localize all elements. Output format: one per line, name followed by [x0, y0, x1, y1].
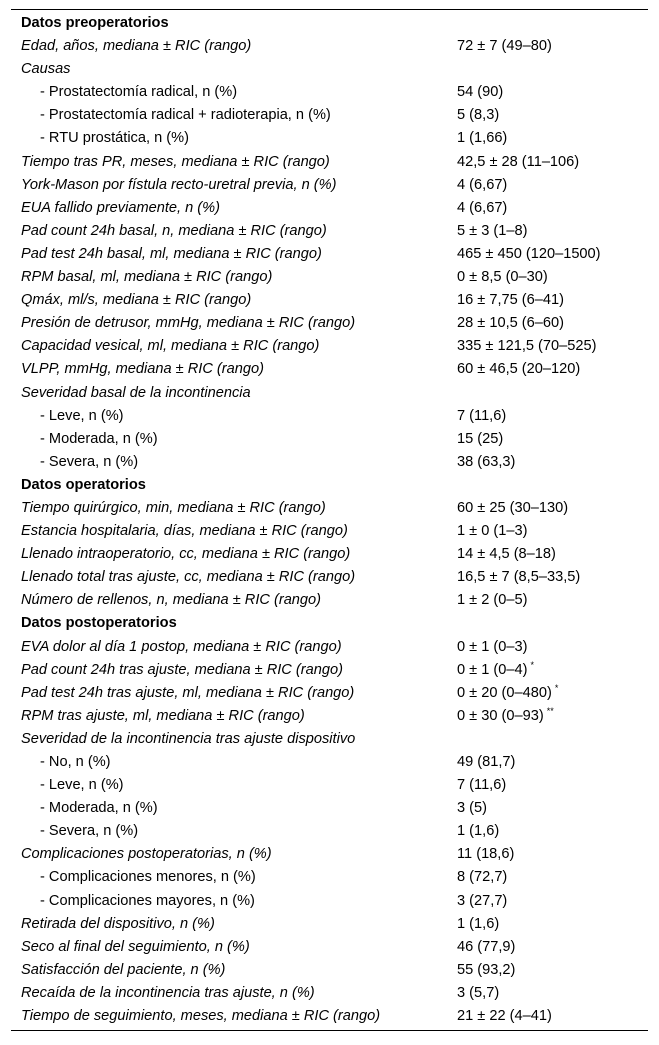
section-header-row — [11, 12, 648, 35]
row-value-cell — [457, 959, 515, 982]
row-value-cell — [457, 428, 503, 451]
row-value-cell — [457, 936, 515, 959]
row-label: - Leve, n (%) — [40, 407, 124, 424]
table-row — [11, 451, 648, 474]
row-value: 16,5 ± 7 (8,5–33,5) — [457, 569, 581, 586]
row-label: - Prostatectomía radical + radioterapia, n (%) — [40, 107, 331, 124]
row-label: Pad test 24h tras ajuste, ml, mediana ± RIC (rango) — [21, 684, 355, 701]
row-value-cell — [457, 774, 506, 797]
footnote-mark: * — [530, 659, 534, 670]
table-row — [11, 312, 648, 335]
table-row — [11, 913, 648, 936]
table-row — [11, 266, 648, 289]
row-value: 0 ± 1 (0–3) — [457, 638, 528, 655]
row-label: Edad, años, mediana ± RIC (rango) — [21, 38, 252, 55]
table-row — [11, 58, 648, 81]
row-value-cell — [457, 589, 527, 612]
row-label: Capacidad vesical, ml, mediana ± RIC (rango) — [21, 338, 320, 355]
section-header-row — [11, 612, 648, 635]
table-row — [11, 197, 648, 220]
table-row — [11, 566, 648, 589]
table-row — [11, 35, 648, 58]
row-value: 54 (90) — [457, 84, 504, 101]
row-label: - Complicaciones mayores, n (%) — [40, 892, 255, 909]
results-table — [11, 9, 648, 1031]
table-row — [11, 890, 648, 913]
table-row — [11, 497, 648, 520]
table-row — [11, 982, 648, 1005]
row-label: Seco al final del seguimiento, n (%) — [21, 938, 250, 955]
row-label: - Moderada, n (%) — [40, 430, 158, 447]
row-value-cell — [457, 543, 556, 566]
row-value-cell — [457, 451, 515, 474]
table-row — [11, 543, 648, 566]
row-value: 3 (27,7) — [457, 892, 508, 909]
row-label: Severidad basal de la incontinencia — [21, 384, 251, 401]
table-row — [11, 358, 648, 381]
row-label: Llenado intraoperatorio, cc, mediana ± RIC (rango) — [21, 546, 351, 563]
row-value: 5 (8,3) — [457, 107, 500, 124]
table-row — [11, 1005, 648, 1028]
row-value: 8 (72,7) — [457, 869, 508, 886]
row-value-cell — [457, 982, 499, 1005]
row-value-cell — [457, 312, 564, 335]
row-label: - Moderada, n (%) — [40, 800, 158, 817]
row-label: - Prostatectomía radical, n (%) — [40, 84, 238, 101]
table-row — [11, 335, 648, 358]
row-value: 0 ± 20 (0–480) — [457, 684, 552, 701]
row-label: York-Mason por fístula recto-uretral previa, n (%) — [21, 176, 337, 193]
row-value-cell — [457, 682, 558, 705]
row-label: Satisfacción del paciente, n (%) — [21, 961, 226, 978]
row-label: - Complicaciones menores, n (%) — [40, 869, 256, 886]
row-value: 1 (1,66) — [457, 130, 508, 147]
row-value: 1 ± 2 (0–5) — [457, 592, 528, 609]
row-value: 21 ± 22 (4–41) — [457, 1008, 552, 1025]
row-value-cell — [457, 890, 507, 913]
row-value-cell — [457, 243, 601, 266]
row-label: EUA fallido previamente, n (%) — [21, 199, 220, 216]
row-value-cell — [457, 705, 554, 728]
row-value-cell — [457, 820, 499, 843]
row-value-cell — [457, 1005, 552, 1028]
table-row — [11, 820, 648, 843]
section-title: Datos postoperatorios — [21, 615, 177, 632]
row-value-cell — [457, 520, 527, 543]
row-value-cell — [457, 566, 580, 589]
row-label: - Severa, n (%) — [40, 823, 139, 840]
row-value-cell — [457, 659, 534, 682]
row-value: 46 (77,9) — [457, 938, 516, 955]
table-row — [11, 936, 648, 959]
row-value-cell — [457, 636, 527, 659]
row-label: - No, n (%) — [40, 754, 111, 770]
row-label: - Severa, n (%) — [40, 453, 139, 470]
row-label: Retirada del dispositivo, n (%) — [21, 915, 215, 932]
row-label: RPM tras ajuste, ml, mediana ± RIC (rango) — [21, 707, 305, 724]
row-value: 11 (18,6) — [457, 846, 515, 863]
table-row — [11, 243, 648, 266]
row-label: RPM basal, ml, mediana ± RIC (rango) — [21, 269, 273, 286]
row-value: 5 ± 3 (1–8) — [457, 222, 528, 239]
row-label: Qmáx, ml/s, mediana ± RIC (rango) — [21, 292, 252, 309]
row-value: 55 (93,2) — [457, 961, 516, 978]
table-row — [11, 289, 648, 312]
table-row — [11, 866, 648, 889]
table-row — [11, 174, 648, 197]
row-value: 1 (1,6) — [457, 823, 500, 840]
row-label: Tiempo quirúrgico, min, mediana ± RIC (rango) — [21, 499, 326, 516]
row-value: 15 (25) — [457, 430, 504, 447]
row-value: 60 ± 46,5 (20–120) — [457, 361, 581, 378]
table-row — [11, 104, 648, 127]
row-value: 42,5 ± 28 (11–106) — [457, 153, 580, 170]
row-value-cell — [457, 220, 527, 243]
row-value: 465 ± 450 (120–1500) — [457, 245, 601, 262]
row-label: Complicaciones postoperatorias, n (%) — [21, 846, 272, 863]
table-row — [11, 705, 648, 728]
row-value: 1 (1,6) — [457, 915, 500, 932]
row-label: Llenado total tras ajuste, cc, mediana ± RIC (rango) — [21, 569, 356, 586]
section-header-row — [11, 474, 648, 497]
row-value: 3 (5,7) — [457, 984, 500, 1001]
row-value-cell — [457, 81, 503, 104]
row-label: Tiempo tras PR, meses, mediana ± RIC (rango) — [21, 153, 330, 170]
row-label: - RTU prostática, n (%) — [40, 130, 189, 147]
row-label: Número de rellenos, n, mediana ± RIC (rango) — [21, 592, 322, 609]
table-row — [11, 127, 648, 150]
row-value: 49 (81,7) — [457, 754, 516, 770]
row-value-cell — [457, 35, 552, 58]
row-value-cell — [457, 843, 514, 866]
row-value: 14 ± 4,5 (8–18) — [457, 546, 556, 563]
row-value: 60 ± 25 (30–130) — [457, 499, 569, 516]
row-value-cell — [457, 197, 507, 220]
row-value-cell — [457, 335, 596, 358]
row-value: 1 ± 0 (1–3) — [457, 523, 528, 540]
row-value: 0 ± 8,5 (0–30) — [457, 269, 548, 286]
table-row — [11, 220, 648, 243]
row-value: 0 ± 1 (0–4) — [457, 661, 528, 678]
table-row — [11, 751, 648, 774]
row-value: 7 (11,6) — [457, 407, 507, 424]
row-value-cell — [457, 174, 507, 197]
row-label: Recaída de la incontinencia tras ajuste, n (%) — [21, 984, 315, 1001]
row-label: EVA dolor al día 1 postop, mediana ± RIC (rango) — [21, 638, 342, 655]
footnote-mark: ** — [546, 705, 554, 716]
table-row — [11, 382, 648, 405]
table-row — [11, 589, 648, 612]
row-value: 7 (11,6) — [457, 777, 507, 794]
row-value-cell — [457, 866, 507, 889]
table-row — [11, 959, 648, 982]
row-label: Pad count 24h basal, n, mediana ± RIC (rango) — [21, 222, 327, 239]
row-value: 72 ± 7 (49–80) — [457, 38, 552, 55]
row-value-cell — [457, 104, 499, 127]
row-value: 38 (63,3) — [457, 453, 516, 470]
row-label: - Leve, n (%) — [40, 777, 124, 794]
row-value: 335 ± 121,5 (70–525) — [457, 338, 597, 355]
row-label: Pad test 24h basal, ml, mediana ± RIC (rango) — [21, 245, 322, 262]
table-row — [11, 659, 648, 682]
table-row — [11, 774, 648, 797]
row-value: 4 (6,67) — [457, 176, 508, 193]
row-value: 16 ± 7,75 (6–41) — [457, 292, 564, 309]
section-title: Datos operatorios — [21, 476, 146, 493]
row-value: 3 (5) — [457, 800, 488, 817]
table-row — [11, 728, 648, 751]
row-label: VLPP, mmHg, mediana ± RIC (rango) — [21, 361, 264, 378]
table-row — [11, 797, 648, 820]
row-value: 28 ± 10,5 (6–60) — [457, 315, 564, 332]
section-title: Datos preoperatorios — [21, 15, 169, 31]
table-row — [11, 428, 648, 451]
row-value-cell — [457, 151, 579, 174]
row-label: Estancia hospitalaria, días, mediana ± RIC (rango) — [21, 523, 348, 540]
row-value-cell — [457, 497, 568, 520]
row-label: Causas — [21, 61, 71, 78]
table-row — [11, 151, 648, 174]
row-label: Pad count 24h tras ajuste, mediana ± RIC (rango) — [21, 661, 343, 678]
row-value-cell — [457, 358, 580, 381]
row-value-cell — [457, 797, 487, 820]
row-label: Presión de detrusor, mmHg, mediana ± RIC (rango) — [21, 315, 356, 332]
row-label: Severidad de la incontinencia tras ajuste dispositivo — [21, 730, 356, 747]
table-row — [11, 682, 648, 705]
row-label: Tiempo de seguimiento, meses, mediana ± RIC (rango) — [21, 1008, 381, 1025]
row-value-cell — [457, 751, 515, 774]
row-value-cell — [457, 266, 548, 289]
table-row — [11, 636, 648, 659]
table-row — [11, 843, 648, 866]
row-value-cell — [457, 289, 564, 312]
row-value-cell — [457, 405, 506, 428]
row-value: 4 (6,67) — [457, 199, 508, 216]
table-row — [11, 405, 648, 428]
row-value-cell — [457, 127, 507, 150]
footnote-mark: * — [554, 682, 559, 693]
table-row — [11, 81, 648, 104]
row-value: 0 ± 30 (0–93) — [457, 707, 544, 724]
table-row — [11, 520, 648, 543]
row-value-cell — [457, 913, 499, 936]
